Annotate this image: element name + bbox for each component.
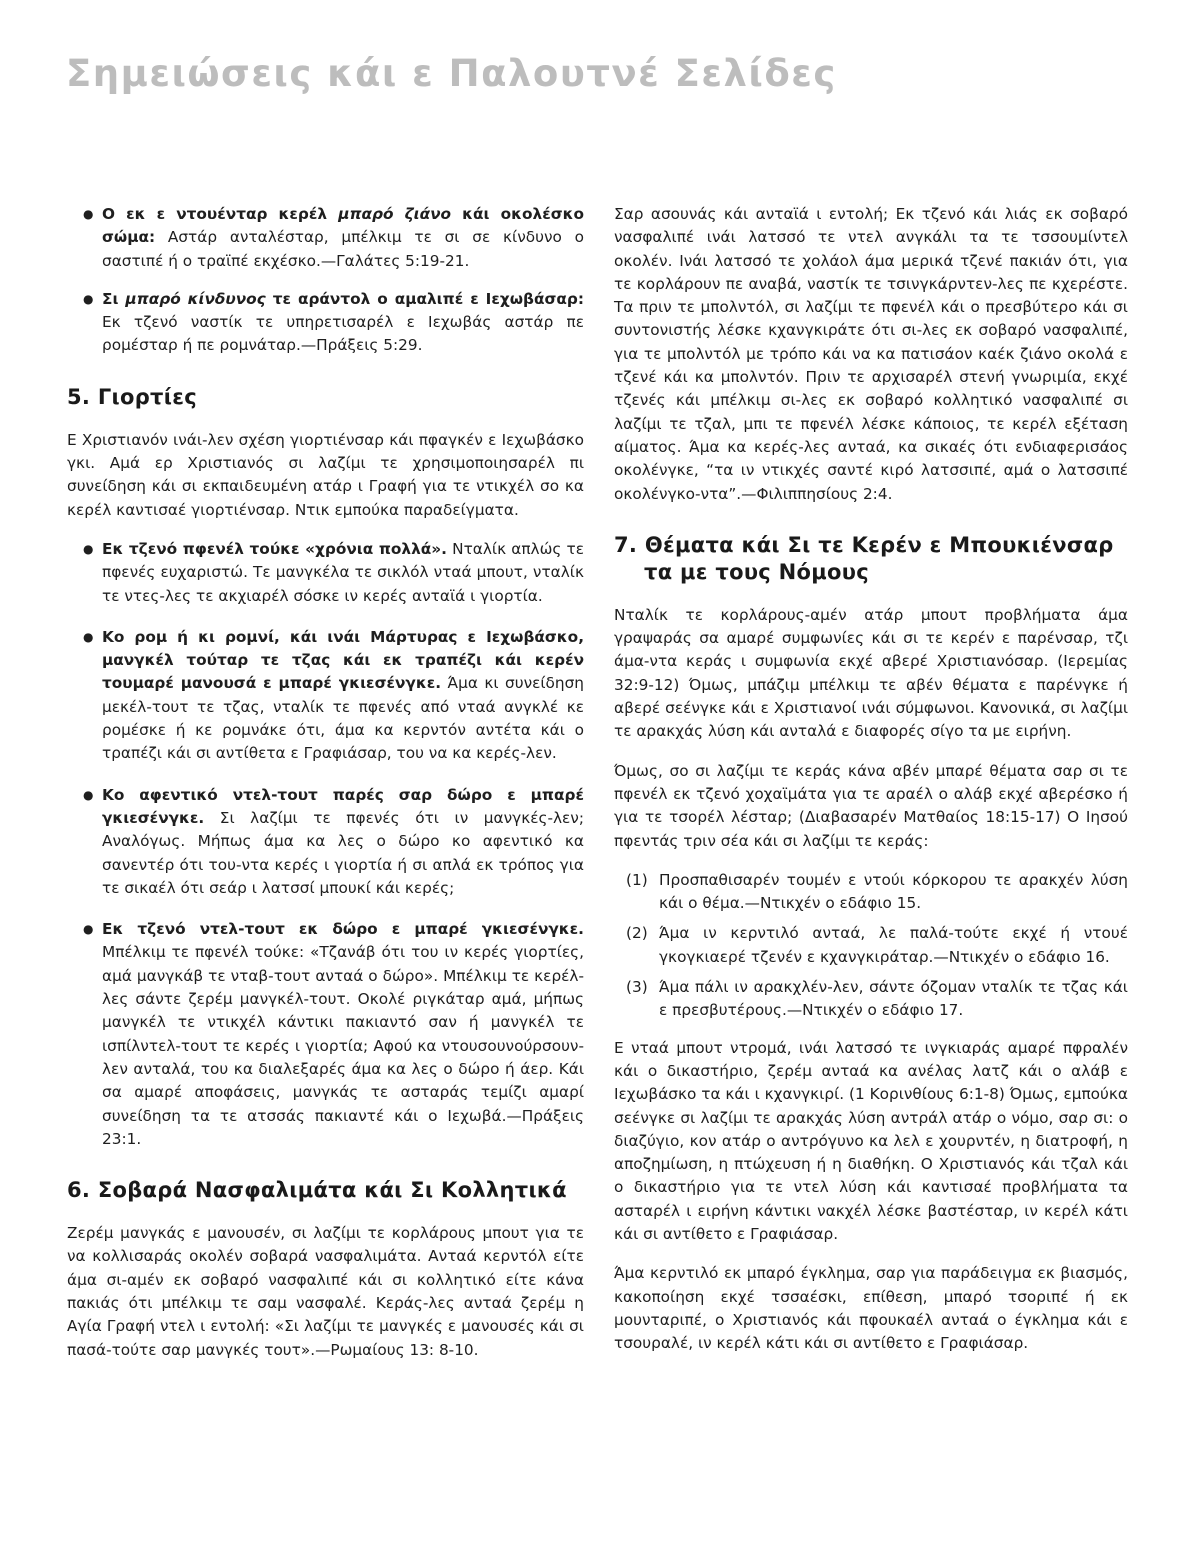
list-item: ● Εκ τζενό ντελ-τουτ εκ δώρο ε μπαρέ γκιεσένγκε. Μπέλκιμ τε πφενέλ τούκε: «Τζανάβ ότι του ιν κερές γιορτίες, αμά μανγκάβ τε νταβ-τουτ ανταά ο δώρο». Μπέλκιμ τε κερέλ-λες σάντε ζερέμ μανγκέλ-τουτ. Οκολέ ριγκάταρ αμά, μήπως μανγκέλ τε ντικχέλ κάντικι πακιαντό σαν ή μανγκέλ τε ισπίλντελ-τουτ τε κερές ι γιορτία; Αφού κα ντουσουνούρσουν-λεν ανταλά, του κα διαλεξαρές άμα κα λες ο δώρο ή άερ. Κάι σα αμαρέ αποφάσεις, μανγκάς τε ασταράς τεμίζι αμαρί συνείδηση τα τε ατσσάς πακιαντέ κάι ο Ιεχωβά.—Πράξεις 23:1. — [83, 918, 584, 1151]
bullet-lead: Σι μπαρό κίνδυνος τε αράντολ ο αμαλιπέ ε Ιεχωβάσαρ: — [102, 289, 584, 308]
list-item: ● Εκ τζενό πφενέλ τούκε «χρόνια πολλά». Νταλίκ απλώς τε πφενές ευχαριστώ. Τε μανγκέλα τε σικλόλ νταά μπουτ, νταλίκ τε ντες-λες τε ακχιαρέλ σόσκε ιν κερές ανταϊά ι γιορτία. — [83, 538, 584, 608]
steps-list — [614, 869, 1128, 1023]
section-5-heading: 5. Γιορτίες — [67, 384, 197, 409]
section-5-bullet-list — [67, 538, 584, 1151]
section-7-para-1: Νταλίκ τε κορλάρους-αμέν ατάρ μπουτ προβλήματα άμα γραψαράς σα αμαρέ συμφωνίες κάι σι τε κερέν ε παρένσαρ, τζι άμα-ντα κεράς ι συμφωνία εκχέ αβερέ Χριστιανόσαρ. (Ιερεμίας 32:9-12) Όμως, μπάζιμ μπέλκιμ τε αβέν θέματα ε παρένγκε ή αβερέ σεένγκε κάι ε Χριστιανοί ινάι σύμφωνοι. Κανονικά, σι λαζίμι τε αρακχάς λύση κάι ανταλά ε διαφορές σίγο τα με ειρήνη. — [614, 605, 1128, 741]
list-item — [83, 288, 584, 358]
list-item — [83, 203, 584, 273]
list-item: ● Κο αφεντικό ντελ-τουτ παρές σαρ δώρο ε μπαρέ γκιεσένγκε. Σι λαζίμι τε πφενές ότι ιν μανγκές-λεν; Αναλόγως. Μήπως άμα κα λες ο δώρο κο αφεντικό κα σανεντέρ ότι του-ντα κερές ι γιορτία ή σι απλά εκ τρόπος για τε σικαέλ ότι σεάρ ι λατσσί μπουκί κάι κερές; — [83, 784, 584, 900]
section-7-para-3: Ε νταά μπουτ ντρομά, ινάι λατσσό τε ινγκιαράς αμαρέ πφραλέν κάι ο δικαστήριο, ζερέμ ανταά κα ανέλας λατζ κάι ο αλάβ ε Ιεχωβάσκο τα κάι ι κχανγκιρί. (1 Κορινθίους 6:1-8) Όμως, εμπούκα σεένγκε σι λαζίμι τε αρακχάς λύση αντράλ ατάρ ο νόμο, σαρ σι: ο διαζύγιο, κον ατάρ ο αντρόγυνο κα λελ ε χουρντέν, η διατροφή, η αποζημίωση, η πτώχευση ή η διαθήκη. Ο Χριστιανός κάι τζαλ κάι ο δικαστήριο για τε ντελ λύση κάι καντισαέ προβλήματα τα ασταρέλ ι ειρήνη κάντικι νακχέλ λέσκε βαστέσταρ, ιν κερέλ κάτι κάι σι αντίθετο ε Γραφιάσαρ. — [614, 1038, 1128, 1243]
page-title: Σημειώσεις κάι ε Παλουτνέ Σελίδες — [66, 52, 837, 95]
section-6-continuation: Σαρ ασουνάς κάι ανταϊά ι εντολή; Εκ τζενό κάι λιάς εκ σοβαρό νασφαλιπέ ινάι λατσσό τε ντελ ανγκάλι τα τε τσσουμίντελ οκολέν. Ινάι λατσσό τε χολάολ άμα μερικά τζενέ πακιάν ότι, για τε κορλάρουν πε αναβά, ναστίκ τε τσινγκάρντεν-λες πε κχερέστε. Τα πριν τε μπολντόλ, σι λαζίμι τε πφενέλ κάι ο πρεσβύτερο κάι σι συντονιστής λέσκε κχανγκιράτε ότι σι-λες εκ σοβαρό νασφαλιπέ, για τε μπολντόλ με τρόπο κάι να κα πατισάον καέκ ζιάνο οκολά ε τζενέ κάι κα μπολντόν. Πριν τε αρχισαρέλ στενή γνωριμία, εκχέ τζενές κάι μπέλκιμ σι-λες εκ σοβαρό κολλητικό νασφαλιπέ σι λαζίμι τε τζαλ, μπι τε πφενέλ λέσκε κάποιος, τε κερέλ εξέταση αίματος. Άμα κα κερές-λες ανταά, κα σικαές ότι ενδιαφερισάος οκολένγκε, “τα ιν ντικχές σαντέ κιρό λατσσιπέ, αμά ο λατσσιπέ οκολένγκο-ντα”.—Φιλιππησίους 2:4. — [614, 205, 1128, 503]
list-item: ● Κο ρομ ή κι ρομνί, κάι ινάι Μάρτυρας ε Ιεχωβάσκο, μανγκέλ τούταρ τε τζας κάι εκ τραπέζι κάι κερέν τουμαρέ μανουσά ε μπαρέ γκιεσένγκε. Άμα κι συνείδηση μεκέλ-τουτ τε τζας, νταλίκ τε πφενές από νταά ανγκλέ κε ρομέσκε ή κε ρομνάκε ότι, άμα κα κερντόν αντέτα κάι ο τραπέζι κάι σι αντίθετα ε Γραφιάσαρ, του να κα κερές-λεν. — [83, 626, 584, 766]
top-bullet-list — [67, 203, 584, 358]
bullet-lead: Ο εκ ε ντουένταρ κερέλ μπαρό ζιάνο κάι οκολέσκο σώμα: — [102, 205, 584, 247]
list-item: (2) Άμα ιν κερντιλό ανταά, λε παλά-τούτε εκχέ ή ντουέ γκογκιαερέ τζενέν ε κχανγκιράταρ.—Ντικχέν ο εδάφιο 16. — [626, 924, 1128, 966]
section-6-body: Ζερέμ μανγκάς ε μανουσέν, σι λαζίμι τε κορλάρους μπουτ για τε να κολλισαράς οκολέν σοβαρά νασφαλιμάτα. Ανταά κερντόλ είτε άμα σι-αμέν εκ σοβαρό νασφαλιπέ κάι σι κολλητικό είτε κάνα πακιάς ότι μπέλκιμ τε σαμ νασφαλέ. Κεράς-λες ανταά ζερέμ η Αγία Γραφή ντελ ι εντολή: «Σι λαζίμι τε μανγκές ε μανουσές κάι σι πασά-τούτε σαρ μανγκές τουτ».—Ρωμαίους 13: 8-10. — [67, 1224, 584, 1359]
right-column — [614, 203, 1128, 1371]
bullet-text: Αστάρ ανταλέσταρ, μπέλκιμ τε σι σε κίνδυνο ο σαστιπέ ή ο τραϊπέ εκχέσκο.—Γαλάτες 5:19-21. — [102, 228, 584, 270]
list-item: (3) Άμα πάλι ιν αρακχλέν-λεν, σάντε όζομαν νταλίκ τε τζας κάι ε πρεσβυτέρους.—Ντικχέν ο εδάφιο 17. — [626, 978, 1128, 1020]
section-6-heading: 6. Σοβαρά Νασφαλιμάτα κάι Σι Κολλητικά — [67, 1178, 567, 1203]
section-7-para-2: Όμως, σο σι λαζίμι τε κεράς κάνα αβέν μπαρέ θέματα σαρ σι τε πφενέλ εκ τζενό χοχαϊμάτα για τε αραέλ ο αλάβ εκχέ αβερέσκο ή για τε τσορέλ λέσταρ; (Διαβασαρέν Ματθαίος 18:15-17) Ο Ιησού πφεντάς τριν σέα κάι σι λαζίμι τε κεράς: — [614, 761, 1128, 850]
section-7-para-4: Άμα κερντιλό εκ μπαρό έγκλημα, σαρ για παράδειγμα εκ βιασμός, κακοποίηση εκχέ τσσαέσκι, επίθεση, μπαρό τσοριπέ ή εκ μουνταριπέ, ο Χριστιανός κάι πφουκαέλ ανταά ο έγκλημα κάι ε τσουραλέ, ιν κερέλ κάτι κάι σι αντίθετο ε Γραφιάσαρ. — [614, 1264, 1128, 1353]
section-7-heading: 7. Θέματα κάι Σι τε Κερέν ε Μπουκιένσαρ τα με τους Νόμους — [614, 532, 1114, 584]
bullet-text: Εκ τζενό ναστίκ τε υπηρετισαρέλ ε Ιεχωβάς αστάρ πε ρομέσταρ ή πε ρομνάταρ.—Πράξεις 5:29. — [102, 313, 584, 355]
section-5-intro: Ε Χριστιανόν ινάι-λεν σχέση γιορτιένσαρ κάι πφαγκέν ε Ιεχωβάσκο γκι. Αμά ερ Χριστιανός σι λαζίμι τε χρησιμοποιησαρέλ πι συνείδηση κάι σι εκπαιδευμένη ατάρ ι Γραφή για τε ντικχέλ σο κα κερέλ καντισαέ γιορτιένσαρ. Ντικ εμπούκα παραδείγματα. — [67, 430, 584, 519]
list-item: (1) Προσπαθισαρέν τουμέν ε ντούι κόρκορου τε αρακχέν λύση κάι ο θέμα.—Ντικχέν ο εδάφιο 15. — [626, 870, 1128, 913]
left-column — [67, 203, 584, 1378]
